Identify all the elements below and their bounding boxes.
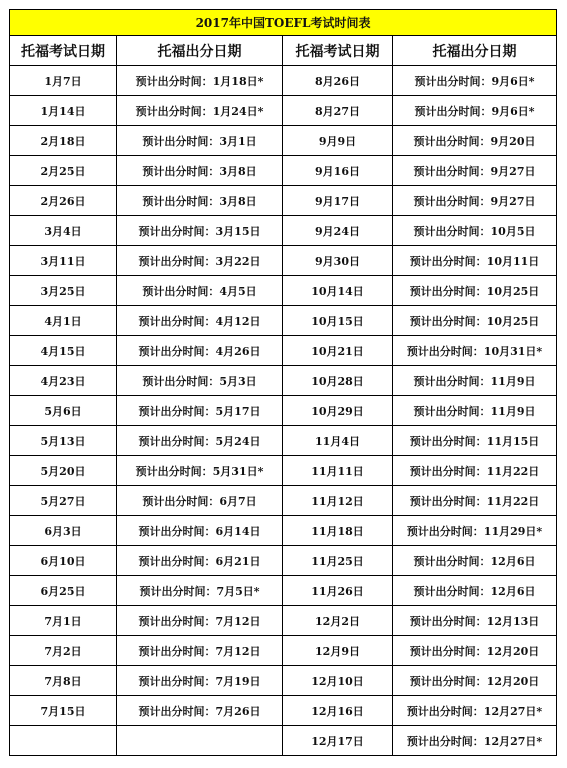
cell-exam-date-left: 2月25日 <box>10 156 117 186</box>
cell-score-date-left <box>117 726 283 756</box>
cell-exam-date-right: 8月27日 <box>283 96 393 126</box>
cell-exam-date-right: 11月11日 <box>283 456 393 486</box>
cell-score-date-left: 预计出分时间：5月24日 <box>117 426 283 456</box>
cell-score-date-left: 预计出分时间：6月14日 <box>117 516 283 546</box>
cell-exam-date-left: 2月18日 <box>10 126 117 156</box>
cell-exam-date-left: 2月26日 <box>10 186 117 216</box>
cell-exam-date-right: 11月26日 <box>283 576 393 606</box>
cell-score-date-left: 预计出分时间：3月1日 <box>117 126 283 156</box>
table-row <box>10 276 557 306</box>
cell-score-date-left: 预计出分时间：5月31日* <box>117 456 283 486</box>
table-row <box>10 246 557 276</box>
table-row <box>10 366 557 396</box>
cell-exam-date-left: 6月10日 <box>10 546 117 576</box>
table-row <box>10 336 557 366</box>
cell-exam-date-right: 11月4日 <box>283 426 393 456</box>
cell-exam-date-left <box>10 726 117 756</box>
cell-exam-date-left: 6月3日 <box>10 516 117 546</box>
cell-exam-date-left: 7月2日 <box>10 636 117 666</box>
table-title: 2017年中国TOEFL考试时间表 <box>10 10 557 36</box>
cell-score-date-right: 预计出分时间：12月6日 <box>393 546 557 576</box>
cell-exam-date-left: 4月23日 <box>10 366 117 396</box>
cell-score-date-right: 预计出分时间：10月31日* <box>393 336 557 366</box>
cell-score-date-left: 预计出分时间：7月19日 <box>117 666 283 696</box>
cell-score-date-left: 预计出分时间：7月5日* <box>117 576 283 606</box>
cell-score-date-right: 预计出分时间：12月27日* <box>393 726 557 756</box>
header-row <box>10 36 557 66</box>
cell-exam-date-right: 11月18日 <box>283 516 393 546</box>
cell-score-date-left: 预计出分时间：6月21日 <box>117 546 283 576</box>
cell-exam-date-right: 10月29日 <box>283 396 393 426</box>
cell-score-date-right: 预计出分时间：10月5日 <box>393 216 557 246</box>
title-row <box>10 10 557 36</box>
cell-score-date-right: 预计出分时间：11月22日 <box>393 486 557 516</box>
table-row <box>10 126 557 156</box>
header-score-date-left: 托福出分日期 <box>117 36 283 66</box>
cell-score-date-left: 预计出分时间：7月12日 <box>117 636 283 666</box>
cell-score-date-right: 预计出分时间：11月15日 <box>393 426 557 456</box>
cell-score-date-left: 预计出分时间：4月5日 <box>117 276 283 306</box>
cell-exam-date-left: 3月25日 <box>10 276 117 306</box>
cell-score-date-right: 预计出分时间：12月6日 <box>393 576 557 606</box>
cell-exam-date-left: 4月15日 <box>10 336 117 366</box>
table-row <box>10 216 557 246</box>
cell-exam-date-left: 5月6日 <box>10 396 117 426</box>
cell-exam-date-left: 6月25日 <box>10 576 117 606</box>
cell-score-date-left: 预计出分时间：7月26日 <box>117 696 283 726</box>
cell-score-date-left: 预计出分时间：4月26日 <box>117 336 283 366</box>
cell-exam-date-left: 7月1日 <box>10 606 117 636</box>
cell-exam-date-left: 1月7日 <box>10 66 117 96</box>
cell-score-date-right: 预计出分时间：12月27日* <box>393 696 557 726</box>
cell-exam-date-right: 9月17日 <box>283 186 393 216</box>
cell-score-date-left: 预计出分时间：5月3日 <box>117 366 283 396</box>
cell-score-date-left: 预计出分时间：5月17日 <box>117 396 283 426</box>
cell-exam-date-left: 7月15日 <box>10 696 117 726</box>
cell-exam-date-left: 7月8日 <box>10 666 117 696</box>
table-row <box>10 456 557 486</box>
cell-score-date-right: 预计出分时间：10月25日 <box>393 306 557 336</box>
table-row <box>10 186 557 216</box>
cell-score-date-left: 预计出分时间：1月18日* <box>117 66 283 96</box>
schedule-table <box>9 9 557 756</box>
table-row <box>10 96 557 126</box>
schedule-body <box>10 66 557 756</box>
header-exam-date-left: 托福考试日期 <box>10 36 117 66</box>
table-row <box>10 726 557 756</box>
cell-exam-date-right: 12月9日 <box>283 636 393 666</box>
table-row <box>10 606 557 636</box>
cell-score-date-right: 预计出分时间：11月9日 <box>393 396 557 426</box>
cell-exam-date-left: 1月14日 <box>10 96 117 126</box>
cell-score-date-left: 预计出分时间：1月24日* <box>117 96 283 126</box>
table-row <box>10 66 557 96</box>
toefl-schedule-sheet <box>9 9 556 756</box>
cell-score-date-left: 预计出分时间：4月12日 <box>117 306 283 336</box>
cell-score-date-left: 预计出分时间：3月15日 <box>117 216 283 246</box>
cell-exam-date-right: 10月21日 <box>283 336 393 366</box>
header-exam-date-right: 托福考试日期 <box>283 36 393 66</box>
cell-exam-date-right: 10月28日 <box>283 366 393 396</box>
cell-exam-date-right: 10月14日 <box>283 276 393 306</box>
table-row <box>10 546 557 576</box>
cell-exam-date-left: 5月13日 <box>10 426 117 456</box>
table-row <box>10 396 557 426</box>
cell-score-date-right: 预计出分时间：9月6日* <box>393 96 557 126</box>
header-score-date-right: 托福出分日期 <box>393 36 557 66</box>
cell-score-date-right: 预计出分时间：11月9日 <box>393 366 557 396</box>
cell-score-date-right: 预计出分时间：9月6日* <box>393 66 557 96</box>
cell-score-date-right: 预计出分时间：9月27日 <box>393 186 557 216</box>
cell-score-date-right: 预计出分时间：12月20日 <box>393 666 557 696</box>
cell-score-date-left: 预计出分时间：3月8日 <box>117 186 283 216</box>
table-row <box>10 156 557 186</box>
cell-exam-date-left: 4月1日 <box>10 306 117 336</box>
table-row <box>10 426 557 456</box>
cell-score-date-left: 预计出分时间：3月8日 <box>117 156 283 186</box>
table-row <box>10 486 557 516</box>
cell-exam-date-right: 8月26日 <box>283 66 393 96</box>
table-row <box>10 516 557 546</box>
cell-exam-date-right: 10月15日 <box>283 306 393 336</box>
cell-exam-date-right: 11月12日 <box>283 486 393 516</box>
cell-exam-date-right: 9月9日 <box>283 126 393 156</box>
cell-exam-date-right: 9月24日 <box>283 216 393 246</box>
cell-score-date-left: 预计出分时间：7月12日 <box>117 606 283 636</box>
cell-exam-date-left: 5月20日 <box>10 456 117 486</box>
cell-exam-date-left: 5月27日 <box>10 486 117 516</box>
table-row <box>10 666 557 696</box>
cell-exam-date-left: 3月11日 <box>10 246 117 276</box>
cell-score-date-right: 预计出分时间：12月13日 <box>393 606 557 636</box>
cell-score-date-right: 预计出分时间：12月20日 <box>393 636 557 666</box>
table-row <box>10 696 557 726</box>
cell-exam-date-right: 9月30日 <box>283 246 393 276</box>
cell-score-date-right: 预计出分时间：11月29日* <box>393 516 557 546</box>
table-row <box>10 306 557 336</box>
table-row <box>10 636 557 666</box>
cell-score-date-right: 预计出分时间：10月25日 <box>393 276 557 306</box>
cell-exam-date-right: 12月2日 <box>283 606 393 636</box>
cell-exam-date-right: 12月10日 <box>283 666 393 696</box>
cell-score-date-right: 预计出分时间：11月22日 <box>393 456 557 486</box>
cell-score-date-left: 预计出分时间：3月22日 <box>117 246 283 276</box>
cell-score-date-left: 预计出分时间：6月7日 <box>117 486 283 516</box>
cell-exam-date-right: 12月17日 <box>283 726 393 756</box>
cell-score-date-right: 预计出分时间：9月27日 <box>393 156 557 186</box>
cell-exam-date-right: 9月16日 <box>283 156 393 186</box>
cell-score-date-right: 预计出分时间：9月20日 <box>393 126 557 156</box>
cell-exam-date-left: 3月4日 <box>10 216 117 246</box>
table-row <box>10 576 557 606</box>
cell-exam-date-right: 12月16日 <box>283 696 393 726</box>
cell-exam-date-right: 11月25日 <box>283 546 393 576</box>
cell-score-date-right: 预计出分时间：10月11日 <box>393 246 557 276</box>
